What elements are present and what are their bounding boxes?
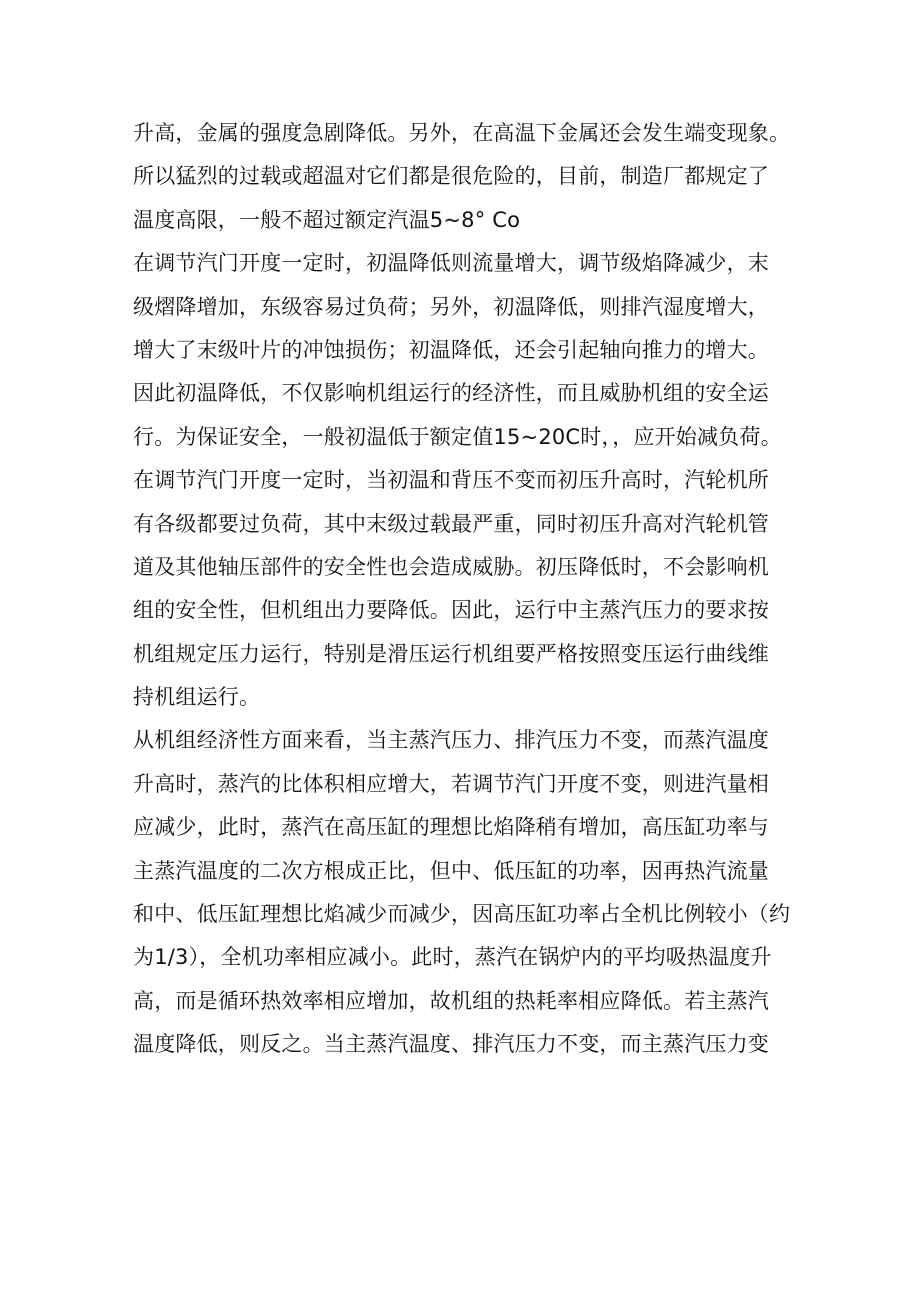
- text-line: 升高时，蒸汽的比体积相应增大，若调节汽门开度不变，则进汽量相: [133, 771, 769, 796]
- text-line: 在调节汽门开度一定时，当初温和背压不变而初压升高时，汽轮机所: [133, 468, 769, 493]
- text-line: 道及其他轴压部件的安全性也会造成威胁。初压降低时，不会影响机: [133, 554, 769, 579]
- text-line: 级熠降增加，东级容易过负荷；另外，初温降低，则排汽湿度增大，: [133, 294, 769, 319]
- text-line: 升高，金属的强度急剧降低。另外，在高温下金属还会发生端变现象。: [133, 121, 791, 145]
- text-line: 应减少，此时，蒸汽在高压缸的理想比焰降稍有增加，高压缸功率与: [133, 815, 769, 840]
- text-line: 增大了末级叶片的冲蚀损伤；初温降低，还会引起轴向推力的增大。: [133, 337, 769, 362]
- text-line: 组的安全性，但机组出力要降低。因此，运行中主蒸汽压力的要求按: [133, 598, 769, 623]
- text-line: 有各级都要过负荷，其中末级过载最严重，同时初压升高对汽轮机管: [133, 511, 769, 536]
- text-line: 机组规定压力运行，特别是滑压运行机组要严格按照变压运行曲线维: [133, 641, 769, 666]
- text-line: 持机组运行。: [133, 685, 261, 710]
- text-line: 为1/3），全机功率相应减小。此时，蒸汽在锅炉内的平均吸热温度升: [133, 945, 772, 970]
- body-text: [133, 112, 805, 1067]
- text-line: 因此初温降低，不仅影响机组运行的经济性，而且威胁机组的安全运: [133, 381, 769, 406]
- text-line: 高，而是循环热效率相应增加，故机组的热耗率相应降低。若主蒸汽: [133, 988, 769, 1013]
- text-line: 主蒸汽温度的二次方根成正比，但中、低压缸的功率，因再热汽流量: [133, 858, 769, 883]
- text-line: 所以猛烈的过载或超温对它们都是很危险的，目前，制造厂都规定了: [133, 164, 769, 189]
- text-line: 和中、低压缸理想比焰减少而减少，因高压缸功率占全机比例较小（约: [133, 902, 791, 927]
- text-line: 温度降低，则反之。当主蒸汽温度、排汽压力不变，而主蒸汽压力变: [133, 1032, 769, 1057]
- text-line: 行。为保证安全，一般初温低于额定值15~20C时，，应开始减负荷。: [133, 424, 782, 449]
- text-line: 从机组经济性方面来看，当主蒸汽压力、排汽压力不变，而蒸汽温度: [133, 728, 769, 753]
- text-line: 在调节汽门开度一定时，初温降低则流量增大，调节级焰降减少，末: [133, 251, 769, 276]
- text-line: 温度高限，一般不超过额定汽温5~8° Co: [133, 207, 521, 232]
